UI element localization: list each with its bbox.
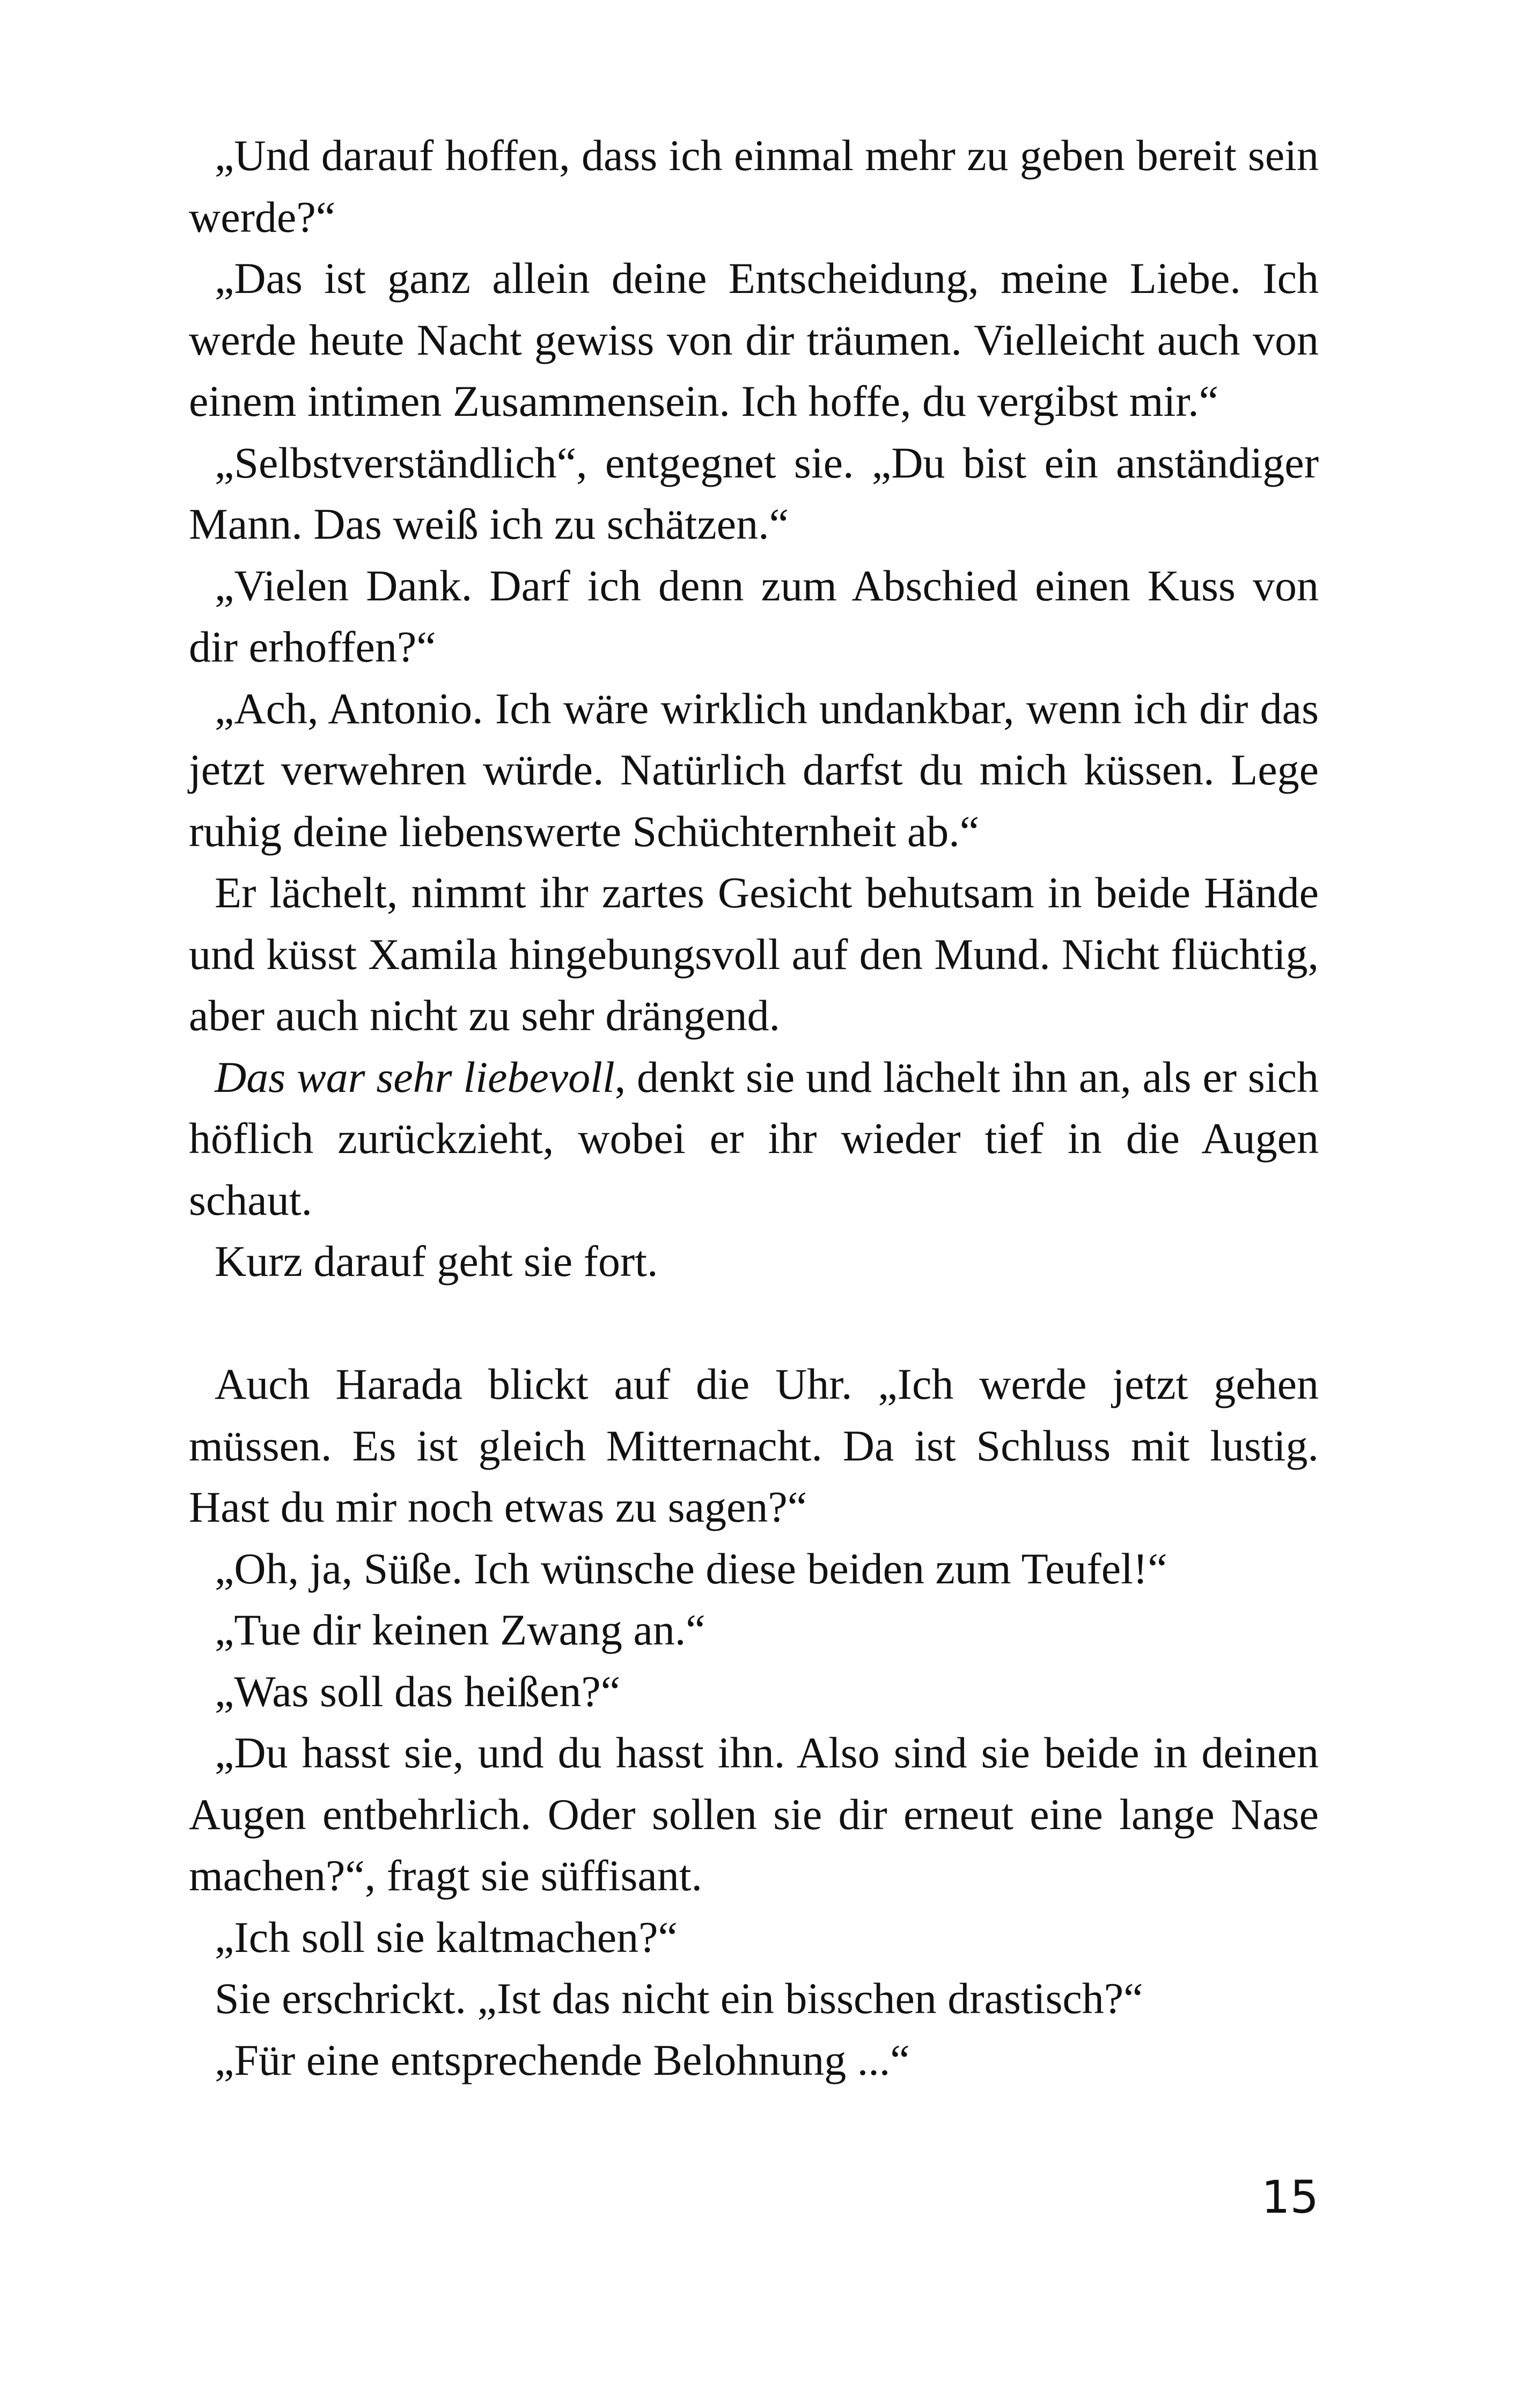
paragraph: „Du hasst sie, und du hasst ihn. Also sind sie beide in deinen Augen entbehrlich. Oder sollen sie dir erneut eine lange Nase machen?“, fragt sie süffisant. <box>189 1728 1319 1900</box>
paragraph: „Tue dir keinen Zwang an.“ <box>215 1605 706 1654</box>
paragraph: „Vielen Dank. Darf ich denn zum Abschied einen Kuss von dir erhoffen?“ <box>189 561 1319 671</box>
page-number: 15 <box>1261 2171 1319 2223</box>
paragraph: „Selbstverständlich“, entgegnet sie. „Du bist ein anständiger Mann. Das weiß ich zu schätzen.“ <box>189 438 1319 548</box>
scene-break <box>189 1293 1319 1354</box>
paragraph: „Ach, Antonio. Ich wäre wirklich undankbar, wenn ich dir das jetzt verwehren würde. Natürlich darfst du mich küssen. Lege ruhig deine liebenswerte Schüchternheit ab.“ <box>189 684 1319 856</box>
paragraph-continuation: , denkt sie und lächelt ihn an, als er sich höflich zurückzieht, wobei er ihr wieder tief in die Augen schaut. <box>189 1052 1319 1224</box>
paragraph: „Ich soll sie kaltmachen?“ <box>215 1912 678 1962</box>
paragraph-italic-thought <box>189 1047 1319 1231</box>
book-page-text <box>189 125 1319 2091</box>
paragraph: Sie erschrickt. „Ist das nicht ein bisschen drastisch?“ <box>215 1974 1143 2023</box>
paragraph: „Für eine entsprechende Belohnung ...“ <box>215 2035 910 2084</box>
paragraph: Kurz darauf geht sie fort. <box>215 1237 658 1286</box>
paragraph: „Oh, ja, Süße. Ich wünsche diese beiden zum Teufel!“ <box>215 1544 1167 1593</box>
paragraph: Auch Harada blickt auf die Uhr. „Ich werde jetzt gehen müssen. Es ist gleich Mitternacht. Da ist Schluss mit lustig. Hast du mir noch etwas zu sagen?“ <box>189 1360 1319 1531</box>
paragraph: „Das ist ganz allein deine Entscheidung, meine Liebe. Ich werde heute Nacht gewiss von dir träumen. Vielleicht auch von einem intimen Zusammensein. Ich hoffe, du vergibst mir.“ <box>189 254 1319 425</box>
italic-thought: Das war sehr liebevoll <box>215 1052 615 1102</box>
paragraph: Er lächelt, nimmt ihr zartes Gesicht behutsam in beide Hände und küsst Xamila hingebungsvoll auf den Mund. Nicht flüchtig, aber auch nicht zu sehr drängend. <box>189 868 1319 1040</box>
paragraph: „Und darauf hoffen, dass ich einmal mehr zu geben bereit sein werde?“ <box>189 131 1319 241</box>
paragraph: „Was soll das heißen?“ <box>215 1666 621 1716</box>
